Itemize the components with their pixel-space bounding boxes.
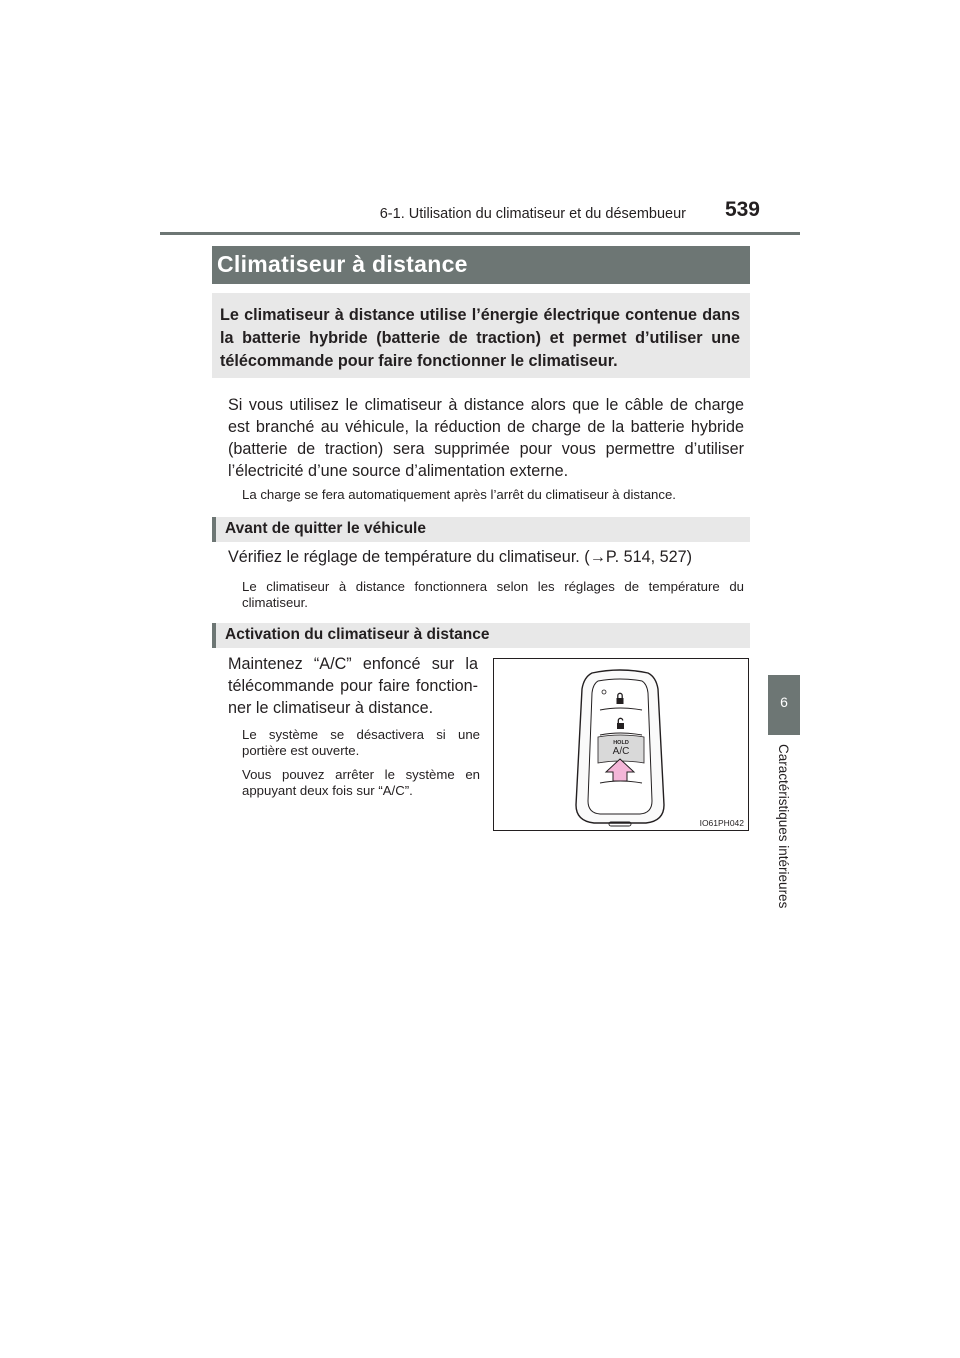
hold-label: HOLD (613, 740, 629, 746)
heading-accent (212, 517, 216, 542)
check-text-prefix: Vérifiez le réglage de température du climatiseur. ( (228, 548, 590, 566)
note-charge: La charge se fera automatiquement après l’arrêt du climatiseur à distance. (242, 487, 676, 502)
intro-box (212, 293, 750, 378)
heading-accent (212, 623, 216, 648)
section-heading-label: Avant de quitter le véhicule (225, 520, 426, 537)
activation-paragraph: Maintenez “A/C” enfoncé sur la télécommande pour faire fonctionner le climatiseur à distance. (228, 655, 478, 717)
note-door-open: Le système se désactivera si une portière est ouverte. (242, 727, 480, 758)
page-title: Climatiseur à distance (217, 251, 468, 277)
note-temperature: Le climatiseur à distance fonctionnera selon les réglages de température du climatiseur. (242, 579, 744, 610)
chapter-side-label (768, 744, 800, 924)
page-reference-link[interactable]: P. 514, 527) (605, 548, 692, 566)
section-heading-before-leaving (212, 517, 750, 542)
chapter-tab (768, 675, 800, 735)
arrow-ref-icon: → (589, 548, 606, 566)
chapter-number: 6 (780, 694, 788, 710)
chapter-title: Caractéristiques intérieures (776, 744, 791, 909)
title-bar (212, 246, 750, 284)
intro-text: Le climatiseur à distance utilise l’énergie électrique contenue dans la batterie hybride (batterie de traction) et permet d’utiliser une télécommande pour faire fonctionner le climatiseur. (220, 306, 740, 370)
header-section-title: 6-1. Utilisation du climatiseur et du désembueur (379, 206, 686, 222)
body-paragraph: Si vous utilisez le climatiseur à distance alors que le câble de charge est branché au véhicule, la réduction de charge de la batterie hybride (batterie de traction) sera supprimée pour vous permettre d’utiliser l’électricité d’une source d’alimentation externe. (228, 396, 744, 480)
header-rule (160, 232, 800, 235)
remote-key-figure (493, 658, 749, 831)
section-heading-label: Activation du climatiseur à distance (225, 626, 490, 643)
figure-code: IO61PH042 (699, 818, 744, 828)
ac-button-label: A/C (612, 746, 630, 757)
page-number: 539 (724, 198, 760, 221)
temperature-check-text (228, 548, 692, 567)
section-heading-activation (212, 623, 750, 648)
note-press-twice: Vous pouvez arrêter le système en appuyant deux fois sur “A/C”. (242, 767, 480, 798)
